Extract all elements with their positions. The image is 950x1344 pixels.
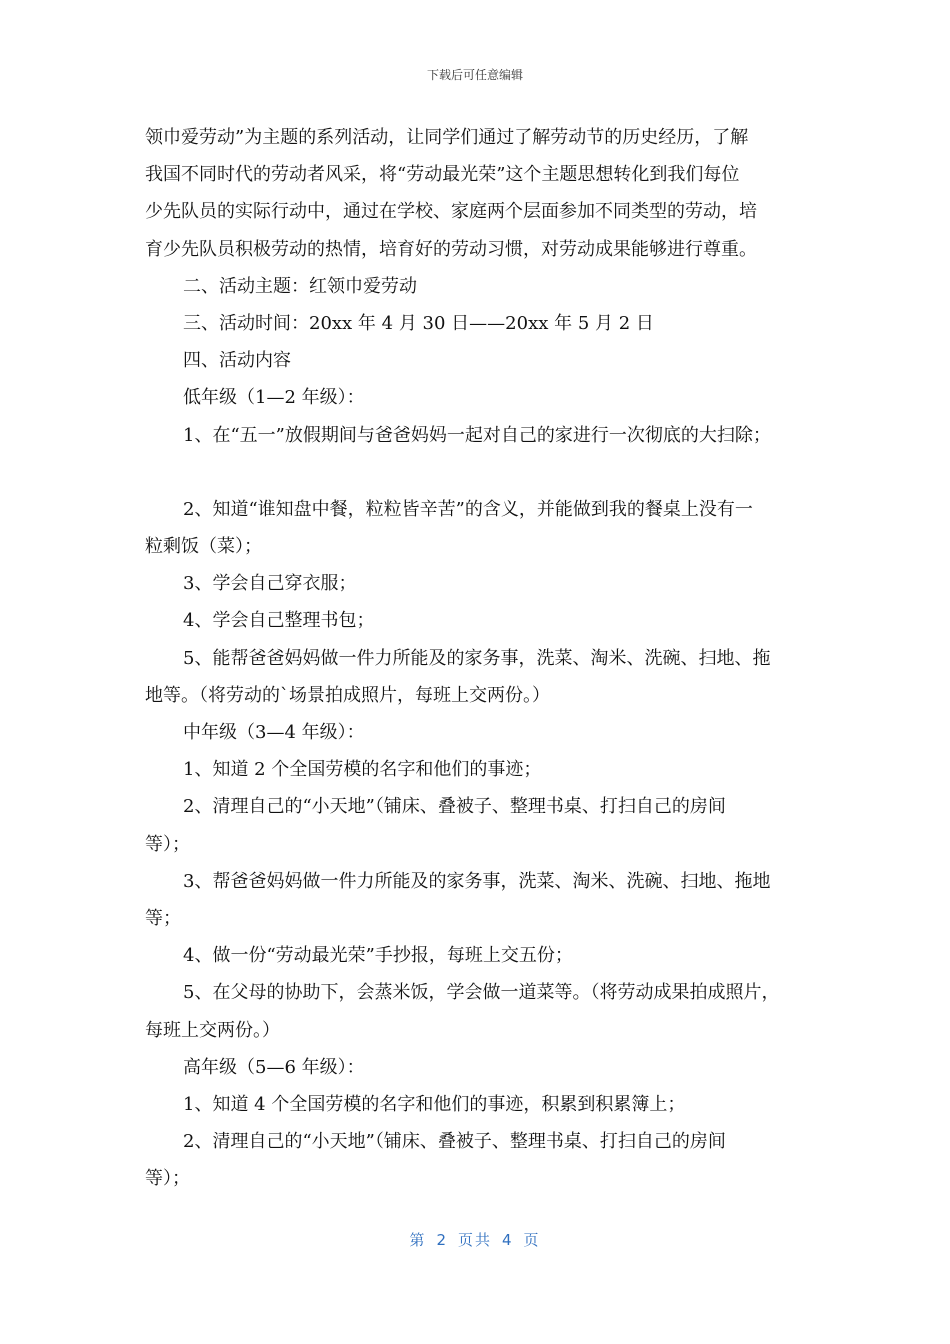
paragraph-line: 少先队员的实际行动中，通过在学校、家庭两个层面参加不同类型的劳动，培 [145, 201, 757, 223]
paragraph-line: 育少先队员积极劳动的热情，培育好的劳动习惯，对劳动成果能够进行尊重。 [145, 238, 757, 260]
page-footer [0, 1229, 950, 1250]
list-item: 1、在“五一”放假期间与爸爸妈妈一起对自己的家进行一次彻底的大扫除； [183, 424, 771, 446]
list-item-continuation: 粒剩饭（菜）； [145, 536, 262, 558]
list-item-continuation: 等； [145, 907, 181, 929]
list-item: 5、能帮爸爸妈妈做一件力所能及的家务事，洗菜、淘米、洗碗、扫地、拖 [183, 647, 771, 669]
list-item: 3、学会自己穿衣服； [183, 573, 357, 595]
section-heading: 三、活动时间：20xx 年 4 月 30 日——20xx 年 5 月 2 日 [183, 312, 654, 334]
list-item-continuation: 等）； [145, 1168, 190, 1190]
list-item: 1、知道 4 个全国劳模的名字和他们的事迹，积累到积累簿上； [183, 1093, 686, 1115]
section-heading: 二、活动主题：红领巾爱劳动 [183, 275, 417, 297]
page-total: 4 [502, 1231, 514, 1249]
list-item: 2、知道“谁知盘中餐，粒粒皆辛苦”的含义，并能做到我的餐桌上没有一 [183, 498, 753, 520]
grade-heading: 中年级（3—4 年级）： [183, 722, 365, 743]
grade-heading: 高年级（5—6 年级）： [183, 1056, 365, 1078]
page-header: 下载后可任意编辑 [426, 68, 523, 82]
list-item: 5、在父母的协助下，会蒸米饭，学会做一道菜等。（将劳动成果拍成照片， [183, 982, 780, 1004]
list-item: 1、知道 2 个全国劳模的名字和他们的事迹； [183, 759, 542, 781]
page-number: 2 [436, 1231, 448, 1249]
page-prefix: 第 [409, 1231, 427, 1249]
grade-heading: 低年级（1—2 年级）： [183, 387, 365, 409]
paragraph-line: 领巾爱劳动”为主题的系列活动，让同学们通过了解劳动节的历史经历，了解 [145, 127, 749, 148]
list-item: 3、帮爸爸妈妈做一件力所能及的家务事，洗菜、淘米、洗碗、扫地、拖地 [183, 870, 771, 892]
list-item: 2、清理自己的“小天地”（铺床、叠被子、整理书桌、打扫自己的房间 [183, 796, 726, 818]
list-item: 4、学会自己整理书包； [183, 610, 375, 632]
page-suffix: 页 [523, 1231, 541, 1249]
list-item-continuation: 地等。（将劳动的`场景拍成照片，每班上交两份。） [145, 684, 550, 706]
list-item-continuation: 每班上交两份。） [145, 1019, 280, 1041]
page-mid: 页共 [457, 1231, 492, 1249]
list-item-continuation: 等）； [145, 833, 190, 855]
blank-line [145, 454, 817, 491]
paragraph-line: 我国不同时代的劳动者风采，将“劳动最光荣”这个主题思想转化到我们每位 [145, 164, 740, 186]
list-item: 4、做一份“劳动最光荣”手抄报，每班上交五份； [183, 945, 573, 967]
section-heading: 四、活动内容 [183, 350, 291, 372]
list-item: 2、清理自己的“小天地”（铺床、叠被子、整理书桌、打扫自己的房间 [183, 1131, 726, 1153]
document-body [145, 119, 817, 1197]
